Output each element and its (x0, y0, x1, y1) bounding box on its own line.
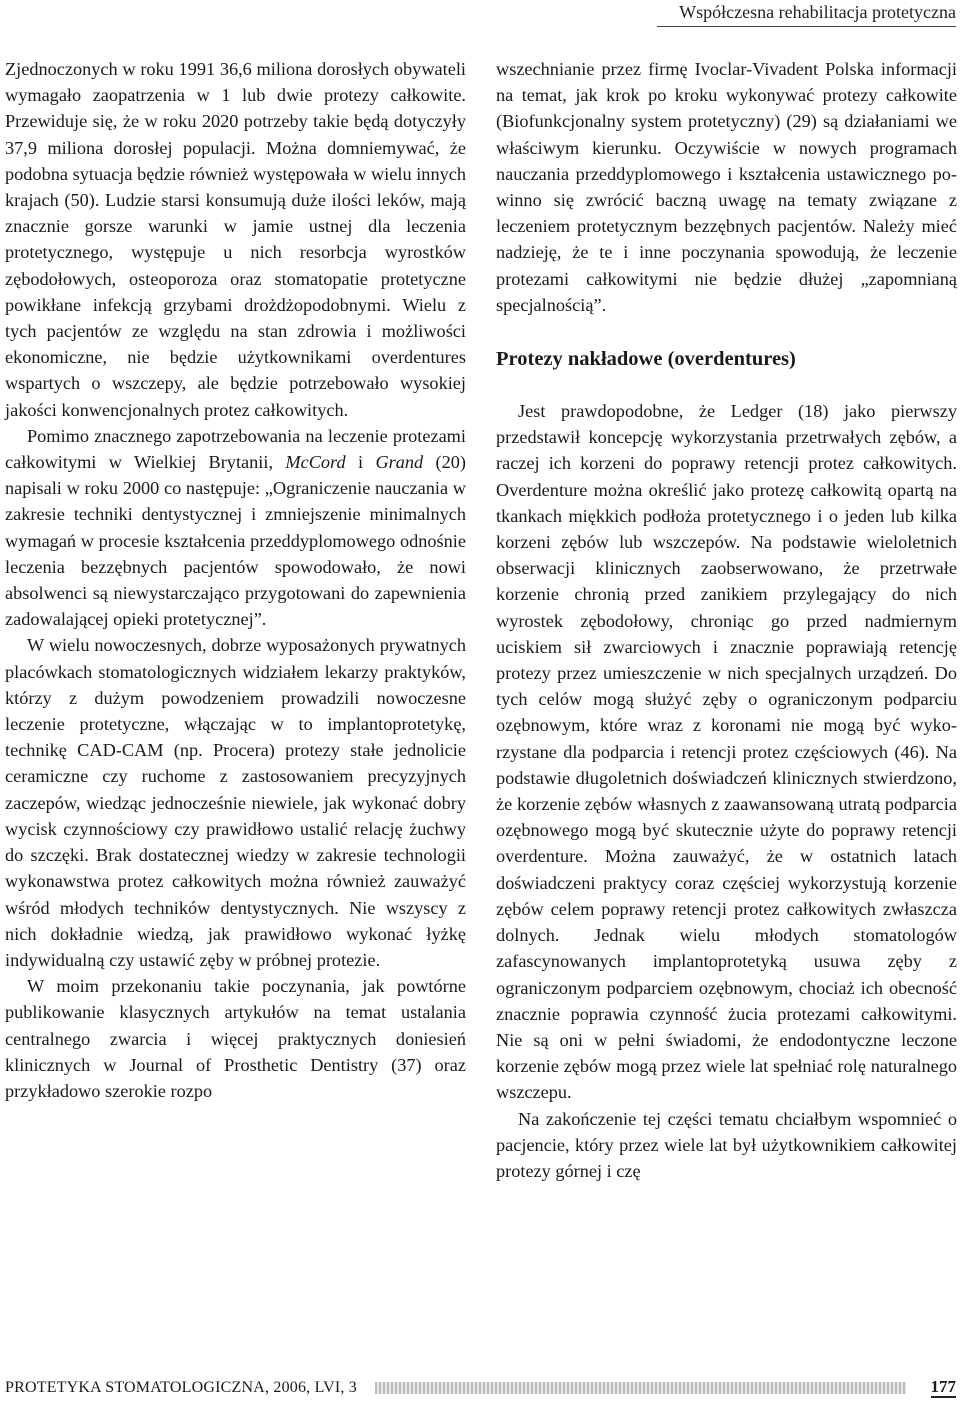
section-heading: Protezy nakładowe (overdentures) (496, 348, 796, 371)
author-name: McCord (285, 452, 346, 473)
running-title: Współczesna rehabilitacja protetyczna (657, 0, 956, 27)
paragraph: W moim przekonaniu takie poczynania, jak powtórne publikowanie klasycznych artykułów na temat ustalania centralnego zwarcia i więcej praktycznych doniesień klinicznych w Journal of Prosthetic Dentistry (37) oraz przykładowo szerokie rozpo (5, 976, 466, 1101)
paragraph-text: (20) napisali w roku 2000 co następuje: „Ograniczenie nauczania w zakresie techniki dentystycznej i zmniejszenie minimalnych wymagań w procesie kształcenia przeddyplomowego odnośnie leczenia bezzębnych pacjentów spowodowało, że nowi absolwenci są niewystarczająco przygotowani do zapewnienia zadowalającej opieki protetycznej”. (5, 452, 466, 630)
paragraph-text: Pomimo znacznego zapotrzebowania na leczenie protezami całkowitymi w Wielkiej Brytanii, (5, 425, 466, 473)
paragraph: Zjednoczonych w roku 1991 36,6 miliona dorosłych obywateli wymagało zaopatrzenia w 1 lub dwie protezy całkowite. Przewiduje się, że w roku 2020 potrzeby takie będą dotyczyły 37,9 miliona dorosłej populacji. Można domniemywać, że podobna sytuacja będzie również występowała w wielu innych krajach (50). Ludzie starsi konsumują duże ilości leków, mają znacznie gorsze warunki w jamie ustnej dla leczenia protetycznego, występuje u nich resorbcja wyrostków zębodołowych, osteoporoza oraz stomatopatie protetyczne powikłane infekcją grzybami drożdżopodobnymi. Wielu z tych pacjentów ze względu na stan zdrowia i możliwości ekonomiczne, nie będzie użytkownikami overdentures wspartych o wszczepy, ale będzie potrzebowało wysokiej jakości konwencjonalnych protez całkowitych. (5, 59, 466, 420)
paragraph: Jest prawdopodobne, że Ledger (18) jako pierwszy przedstawił koncepcję wykorzystania przetrwałych zębów, a raczej ich korzeni do poprawy retencji protez całkowitych. Overdenture można określić jako protezę całkowitą opartą na tkankach miękkich podłoża protetycznego i o jeden lub kilka korzeni zębów lub wszczepów. Na podstawie wieloletnich obserwacji klinicznych zaobserwowano, że przetrwałe korzenie chronią przed zanikiem przylegający do nich wyrostek zębodołowy, chroniąc go przed nadmiernym uciskiem sił zwarciowych i znacznie poprawiają retencję protezy przez umieszczenie w nich specjalnych urządzeń. Do tych celów mogą służyć zęby o ograniczonym podparciu ozębnowym, które wraz z koronami nie mogą być wykorzystane dla podparcia i retencji protez częściowych (46). Na podstawie długoletnich doświadczeń klinicznych stwierdzono, że korzenie zębów własnych z zaawansowaną utratą podparcia ozębnowego mogą być skutecznie użyte do poprawy retencji overdenture. Można zauważyć, że w ostatnich latach doświadczeni praktycy coraz częściej wykorzystują korzenie zębów celem poprawy retencji protez całkowitych zwłaszcza dolnych. Jednak wielu młodych stomatologów zafascynowanych implantoprotetyką usuwa zęby z ograniczonym podparciem ozębnowym, chociaż ich obecność znacznie poprawia czynność żucia protezami całkowitymi. Nie są oni w pełni świadomi, że endodontyczne leczone korzenie zębów mogą przez wiele lat spełniać rolę naturalnego wszczepu. (496, 401, 957, 1103)
paragraph: wszechnianie przez firmę Ivoclar-Vivadent Polska informacji na temat, jak krok po kroku wykonywać protezy całkowite (Biofunkcjonalny system protetyczny) (29) są działaniami we właściwym kierunku. Oczywiście w nowych programach nauczania przeddyplomowego i kształcenia ustawicznego powinno się zwrócić baczną uwagę na tematy związane z leczeniem protetycznym bezzębnych pacjentów. Należy mieć nadzieję, że te i inne poczynania spowodują, że leczenie protezami całkowitymi nie będzie dłużej „zapomnianą specjalnością”. (496, 59, 957, 315)
paragraph: W wielu nowoczesnych, dobrze wyposażonych prywatnych placówkach stomatologicznych widziałem lekarzy praktyków, którzy z dużym powodzeniem prowadzili nowoczesne leczenie protetyczne, włączając w to implantoprotetykę, technikę CAD-CAM (np. Procera) protezy stałe jednolicie ceramiczne czy ruchome z zastosowaniem precyzyjnych zaczepów, wiedząc jednocześnie niewiele, jak wykonać dobry wycisk czynnościowy czy prawidłowo ustalić relację żuchwy do szczęki. Brak dostatecznej wiedzy w zakresie technologii wykonawstwa protez całkowitych można również zauważyć wśród młodych techników dentystycznych. Nie wszyscy z nich dokładnie wiedzą, jak prawidłowo wykonać łyżkę indywidualną czy ustawić zęby w próbnej protezie. (5, 635, 466, 970)
footer-decorative-bar (375, 1382, 906, 1394)
author-name: Grand (375, 452, 424, 473)
paragraph: Na zakończenie tej części tematu chciałbym wspomnieć o pacjencie, który przez wiele lat był użytkownikiem całkowitej protezy górnej i czę (496, 1108, 957, 1181)
journal-citation: PROTETYKA STOMATOLOGICZNA, 2006, LVI, 3 (5, 1379, 357, 1396)
left-column (5, 56, 466, 1104)
page-footer (5, 1378, 956, 1400)
paragraph (5, 423, 466, 633)
right-column (496, 56, 957, 1184)
page-number: 177 (930, 1377, 956, 1396)
conjunction: i (345, 452, 376, 473)
